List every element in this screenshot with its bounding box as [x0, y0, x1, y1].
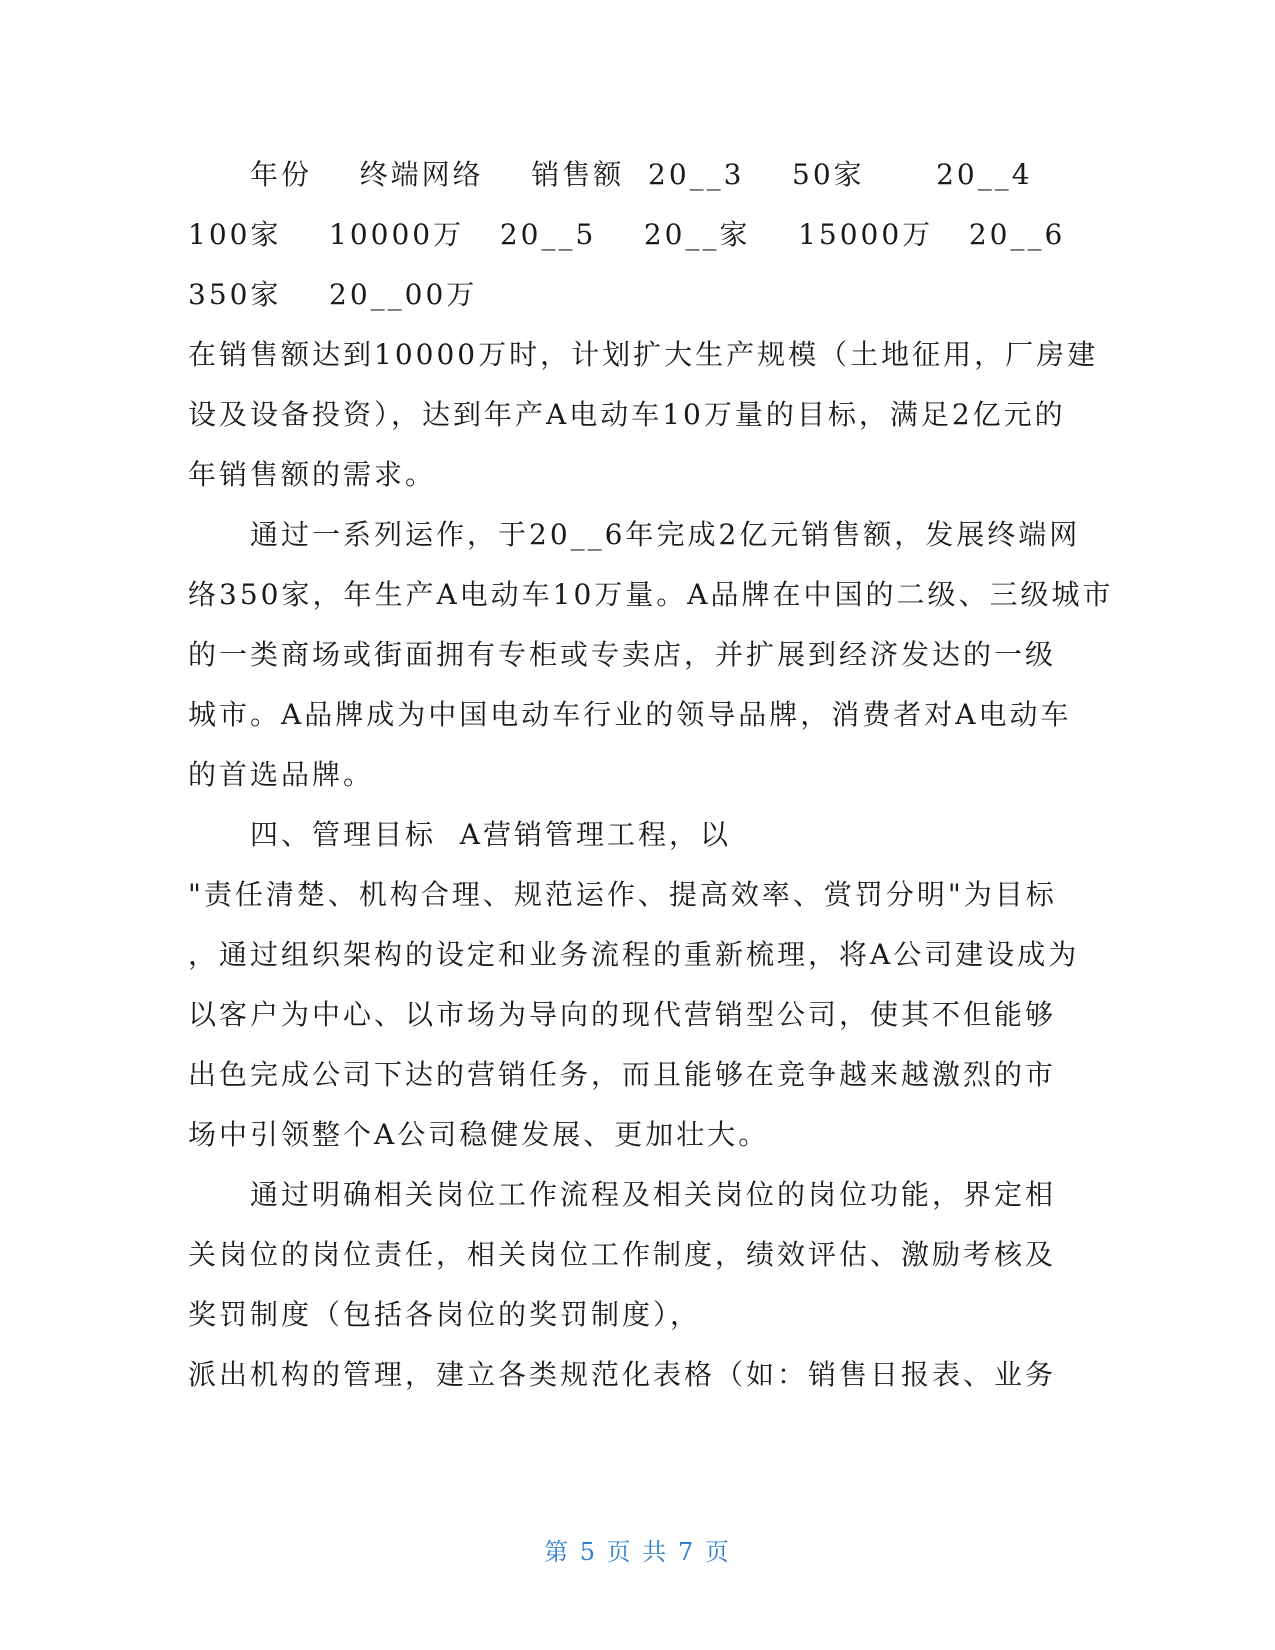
paragraph-line: 的一类商场或街面拥有专柜或专卖店，并扩展到经济发达的一级: [188, 638, 1057, 671]
table-row-line: 年份 终端网络 销售额 20__3 50家 20__4: [250, 158, 1033, 191]
page-number-label: 第 5 页 共 7 页: [544, 1538, 731, 1566]
page-footer: [0, 1532, 1275, 1567]
paragraph-line: 年销售额的需求。: [188, 458, 437, 491]
page-body: [188, 145, 1114, 1405]
table-row-line: 350家 20__00万: [188, 278, 478, 311]
paragraph-line: 在销售额达到10000万时，计划扩大生产规模（土地征用，厂房建: [188, 338, 1099, 371]
paragraph-line: 城市。A品牌成为中国电动车行业的领导品牌，消费者对A电动车: [188, 698, 1072, 731]
paragraph-line: 设及设备投资），达到年产A电动车10万量的目标，满足2亿元的: [188, 398, 1066, 431]
paragraph-line: 奖罚制度（包括各岗位的奖罚制度），: [188, 1298, 702, 1331]
paragraph-line: ，通过组织架构的设定和业务流程的重新梳理，将A公司建设成为: [188, 938, 1080, 971]
section-heading: 四、管理目标 A营销管理工程，以: [250, 818, 732, 851]
paragraph-line: 出色完成公司下达的营销任务，而且能够在竞争越来越激烈的市: [188, 1058, 1057, 1091]
paragraph-line: 的首选品牌。: [188, 758, 375, 791]
paragraph-line: 关岗位的岗位责任，相关岗位工作制度，绩效评估、激励考核及: [188, 1238, 1057, 1271]
table-row-line: 100家 10000万 20__5 20__家 15000万 20__6: [188, 218, 1066, 251]
paragraph-line: 络350家，年生产A电动车10万量。A品牌在中国的二级、三级城市: [188, 578, 1114, 611]
paragraph-line: "责任清楚、机构合理、规范运作、提高效率、赏罚分明"为目标: [188, 878, 1057, 911]
paragraph-line: 场中引领整个A公司稳健发展、更加壮大。: [188, 1118, 770, 1151]
paragraph-line: 通过明确相关岗位工作流程及相关岗位的岗位功能，界定相: [250, 1178, 1057, 1211]
paragraph-line: 派出机构的管理，建立各类规范化表格（如：销售日报表、业务: [188, 1358, 1057, 1391]
paragraph-line: 以客户为中心、以市场为导向的现代营销型公司，使其不但能够: [188, 998, 1057, 1031]
paragraph-line: 通过一系列运作，于20__6年完成2亿元销售额，发展终端网: [250, 518, 1081, 551]
